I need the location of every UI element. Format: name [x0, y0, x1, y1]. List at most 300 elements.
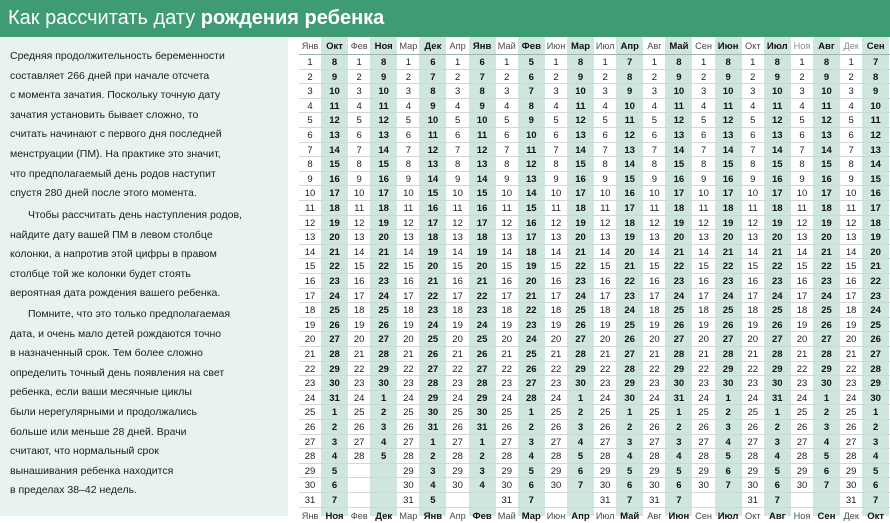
- lmp-date-cell: 20: [796, 334, 808, 346]
- lmp-date-cell: 25: [845, 407, 857, 419]
- lmp-date-cell: 27: [796, 436, 808, 448]
- due-date-cell: 13: [378, 130, 389, 141]
- footer-lmp-month: Июл: [595, 510, 615, 521]
- due-date-cell: 20: [870, 246, 881, 258]
- due-date-cell: 12: [476, 144, 488, 156]
- lmp-date-cell: 21: [304, 349, 316, 360]
- lmp-date-cell: 24: [747, 392, 759, 404]
- due-date-cell: 19: [821, 217, 832, 229]
- due-date-cell: 2: [676, 422, 682, 433]
- lmp-date-cell: 5: [356, 115, 362, 127]
- lmp-date-cell: 11: [846, 203, 857, 214]
- due-date-cell: 26: [476, 349, 488, 360]
- due-date-cell: 2: [823, 407, 830, 419]
- lmp-date-cell: 14: [747, 246, 759, 258]
- lmp-date-cell: 29: [845, 465, 857, 477]
- footer-due-month: Апр: [571, 510, 590, 522]
- due-date-cell: 19: [526, 261, 537, 273]
- due-date-cell: 25: [329, 305, 340, 317]
- due-date-cell: 10: [378, 86, 389, 98]
- due-date-cell: 29: [772, 363, 783, 375]
- page-title: [8, 5, 384, 31]
- lmp-date-cell: 17: [403, 290, 414, 302]
- lmp-date-cell: 17: [649, 290, 660, 302]
- lmp-date-cell: 31: [304, 495, 316, 506]
- due-date-cell: 12: [722, 115, 734, 127]
- lmp-date-cell: 26: [698, 422, 709, 433]
- due-date-cell: 10: [427, 115, 439, 127]
- due-date-cell: 28: [772, 349, 783, 360]
- row-divider: [299, 54, 890, 55]
- due-date-cell: 11: [870, 115, 881, 127]
- due-date-cell: 23: [870, 290, 881, 302]
- due-date-cell: 6: [430, 57, 436, 68]
- lmp-date-cell: 3: [504, 86, 510, 98]
- lmp-date-cell: 16: [747, 276, 759, 287]
- due-date-cell: 4: [627, 451, 633, 463]
- lmp-date-cell: 17: [452, 290, 463, 302]
- due-date-cell: 30: [624, 392, 635, 404]
- due-date-cell: 19: [624, 232, 635, 244]
- due-date-cell: 14: [575, 144, 586, 156]
- footer-due-month: Май: [620, 510, 640, 522]
- lmp-date-cell: 16: [845, 276, 857, 287]
- lmp-date-cell: 20: [304, 334, 316, 346]
- due-date-cell: 1: [331, 407, 338, 419]
- lmp-date-cell: 31: [747, 495, 759, 506]
- header-lmp-month: Окт: [745, 41, 761, 51]
- paragraph-1-line: что предполагаемый день родов наступит: [10, 167, 216, 180]
- lmp-date-cell: 13: [501, 232, 513, 244]
- due-date-cell: 17: [378, 188, 389, 200]
- due-date-cell: 23: [772, 276, 783, 287]
- due-date-cell: 1: [873, 407, 879, 419]
- lmp-date-cell: 27: [698, 436, 709, 448]
- lmp-date-cell: 8: [799, 159, 805, 171]
- due-date-cell: 6: [528, 480, 534, 492]
- due-date-cell: 11: [575, 100, 586, 112]
- due-date-cell: 31: [673, 392, 685, 404]
- lmp-date-cell: 28: [649, 451, 660, 463]
- lmp-date-cell: 4: [504, 100, 510, 112]
- due-date-cell: 28: [427, 378, 439, 390]
- due-date-cell: 27: [624, 349, 635, 360]
- due-date-cell: 3: [381, 422, 387, 433]
- lmp-date-cell: 14: [403, 246, 414, 258]
- due-date-cell: 23: [821, 276, 832, 287]
- lmp-date-cell: 5: [454, 115, 461, 127]
- lmp-date-cell: 29: [747, 465, 759, 477]
- due-date-cell: 16: [526, 217, 537, 229]
- lmp-date-cell: 10: [550, 188, 562, 200]
- lmp-date-cell: 7: [454, 144, 461, 156]
- due-date-cell: 27: [575, 334, 586, 346]
- due-date-cell: 12: [427, 144, 439, 156]
- lmp-date-cell: 18: [796, 305, 808, 317]
- due-date-cell: 6: [873, 480, 879, 492]
- due-date-cell: 31: [476, 422, 488, 433]
- lmp-date-cell: 26: [304, 422, 316, 433]
- lmp-date-cell: 12: [698, 217, 709, 229]
- lmp-date-cell: 4: [356, 100, 362, 112]
- due-date-cell: 18: [575, 203, 586, 214]
- lmp-date-cell: 27: [353, 436, 365, 448]
- due-date-cell: 13: [624, 144, 635, 156]
- lmp-date-cell: 28: [304, 451, 316, 463]
- due-date-cell: 5: [381, 451, 387, 463]
- lmp-date-cell: 27: [403, 436, 414, 448]
- due-date-cell: 25: [526, 349, 537, 360]
- due-date-cell: 2: [774, 422, 780, 433]
- lmp-date-cell: 12: [550, 217, 562, 229]
- lmp-date-cell: 18: [403, 305, 414, 317]
- due-date-cell: 14: [673, 144, 685, 156]
- lmp-date-cell: 4: [651, 100, 658, 112]
- due-date-cell: 1: [676, 407, 682, 419]
- due-date-cell: 30: [329, 378, 340, 390]
- due-date-cell: 30: [378, 378, 389, 390]
- lmp-date-cell: 7: [651, 144, 658, 156]
- due-date-cell: 24: [870, 305, 881, 317]
- paragraph-3-line: в назначенный срок. Тем более сложно: [10, 347, 203, 360]
- due-date-cell: 28: [526, 392, 537, 404]
- due-date-cell: 16: [821, 173, 832, 185]
- lmp-date-cell: 18: [452, 305, 463, 317]
- due-date-cell: 24: [821, 290, 832, 302]
- due-date-cell: 8: [873, 71, 879, 83]
- lmp-date-cell: 3: [553, 86, 559, 98]
- lmp-date-cell: 20: [747, 334, 759, 346]
- lmp-date-cell: 9: [356, 173, 362, 185]
- lmp-date-cell: 20: [845, 334, 857, 346]
- due-date-cell: 3: [873, 436, 879, 448]
- due-date-cell: 22: [624, 276, 635, 287]
- lmp-date-cell: 6: [700, 130, 707, 141]
- due-date-cell: 27: [722, 334, 734, 346]
- due-date-cell: 21: [624, 261, 635, 273]
- lmp-date-cell: 8: [405, 159, 412, 171]
- due-date-cell: 17: [673, 188, 685, 200]
- lmp-date-cell: 16: [796, 276, 808, 287]
- lmp-date-cell: 15: [353, 261, 365, 273]
- paragraph-1-line: спустя 280 дней после этого момента.: [10, 187, 197, 200]
- due-date-cell: 10: [772, 86, 783, 98]
- lmp-date-cell: 24: [403, 392, 414, 404]
- lmp-date-cell: 21: [353, 349, 365, 360]
- lmp-date-cell: 10: [353, 188, 365, 200]
- due-date-cell: 2: [479, 451, 485, 463]
- lmp-date-cell: 31: [649, 495, 660, 506]
- due-date-cell: 18: [870, 217, 881, 229]
- due-date-cell: 21: [772, 246, 783, 258]
- lmp-date-cell: 9: [504, 173, 510, 185]
- footer-lmp-month: Окт: [745, 510, 761, 521]
- lmp-date-cell: 28: [599, 451, 611, 463]
- due-date-cell: 21: [821, 246, 832, 258]
- lmp-date-cell: 5: [651, 115, 658, 127]
- due-date-cell: 17: [624, 203, 635, 214]
- lmp-date-cell: 18: [304, 305, 316, 317]
- lmp-date-cell: 23: [550, 378, 562, 390]
- due-date-cell: 30: [870, 392, 881, 404]
- lmp-date-cell: 13: [550, 232, 562, 244]
- due-date-cell: 22: [673, 261, 685, 273]
- lmp-date-cell: 17: [304, 290, 316, 302]
- lmp-date-cell: 15: [845, 261, 857, 273]
- due-date-cell: 22: [378, 261, 389, 273]
- lmp-date-cell: 24: [304, 392, 316, 404]
- due-date-cell: 7: [528, 86, 534, 98]
- lmp-date-cell: 27: [452, 436, 463, 448]
- due-date-cell: 25: [821, 305, 832, 317]
- due-date-cell: 26: [624, 334, 635, 346]
- due-date-cell: 6: [528, 71, 534, 83]
- due-date-cell: 17: [329, 188, 340, 200]
- lmp-date-cell: 11: [649, 203, 660, 214]
- lmp-date-cell: 10: [845, 188, 857, 200]
- lmp-date-cell: 7: [848, 144, 854, 156]
- due-date-cell: 7: [479, 71, 485, 83]
- lmp-date-cell: 19: [599, 319, 611, 331]
- due-date-cell: 15: [575, 159, 586, 171]
- due-date-cell: 19: [722, 217, 734, 229]
- due-date-cell: 16: [329, 173, 340, 185]
- lmp-date-cell: 3: [750, 86, 756, 98]
- lmp-date-cell: 16: [452, 276, 463, 287]
- paragraph-2-line: столбце той же колонки будет стоять: [10, 267, 191, 280]
- due-date-cell: 4: [430, 480, 436, 492]
- lmp-date-cell: 29: [649, 465, 660, 477]
- due-date-cell: 16: [427, 203, 439, 214]
- lmp-date-cell: 17: [845, 290, 857, 302]
- lmp-date-cell: 12: [845, 217, 857, 229]
- due-date-cell: 21: [722, 246, 734, 258]
- due-date-cell: 8: [725, 57, 731, 68]
- lmp-date-cell: 16: [698, 276, 709, 287]
- due-date-cell: 24: [476, 319, 488, 331]
- due-date-cell: 9: [774, 71, 780, 83]
- title-bar: [0, 0, 890, 37]
- lmp-date-cell: 28: [452, 451, 463, 463]
- lmp-date-cell: 26: [353, 422, 365, 433]
- lmp-date-cell: 5: [504, 115, 510, 127]
- due-date-cell: 23: [673, 276, 685, 287]
- lmp-date-cell: 27: [501, 436, 513, 448]
- lmp-date-cell: 25: [452, 407, 463, 419]
- paragraph-3-line: в пределах 38–42 недель.: [10, 484, 138, 497]
- due-date-cell: 2: [873, 422, 879, 433]
- lmp-date-cell: 19: [452, 319, 463, 331]
- lmp-date-cell: 30: [550, 480, 562, 492]
- lmp-date-cell: 21: [550, 349, 562, 360]
- due-date-cell: 13: [821, 130, 832, 141]
- lmp-date-cell: 27: [649, 436, 660, 448]
- lmp-date-cell: 11: [354, 203, 365, 214]
- lmp-date-cell: 13: [747, 232, 759, 244]
- due-date-cell: 19: [476, 246, 488, 258]
- due-date-cell: 5: [676, 465, 682, 477]
- due-date-cell: 28: [722, 349, 734, 360]
- due-date-cell: 23: [575, 276, 586, 287]
- due-date-cell: 24: [772, 290, 783, 302]
- due-date-cell: 24: [329, 290, 340, 302]
- lmp-date-cell: 1: [848, 57, 854, 68]
- lmp-date-cell: 28: [796, 451, 808, 463]
- lmp-date-cell: 5: [700, 115, 707, 127]
- lmp-date-cell: 3: [454, 86, 461, 98]
- lmp-date-cell: 24: [452, 392, 463, 404]
- lmp-date-cell: 26: [649, 422, 660, 433]
- lmp-date-cell: 30: [599, 480, 611, 492]
- header-lmp-month: Ноя: [793, 41, 811, 51]
- lmp-date-cell: 9: [700, 173, 707, 185]
- lmp-date-cell: 18: [353, 305, 365, 317]
- lmp-date-cell: 19: [698, 319, 709, 331]
- due-date-cell: 5: [528, 57, 534, 68]
- due-date-cell: 19: [427, 246, 439, 258]
- due-date-cell: 15: [378, 159, 389, 171]
- lmp-date-cell: 16: [304, 276, 316, 287]
- lmp-date-cell: 8: [356, 159, 362, 171]
- lmp-date-cell: 20: [353, 334, 365, 346]
- due-date-cell: 15: [722, 159, 734, 171]
- lmp-date-cell: 10: [501, 188, 513, 200]
- lmp-date-cell: 20: [698, 334, 709, 346]
- due-date-cell: 9: [873, 86, 879, 98]
- lmp-date-cell: 5: [405, 115, 412, 127]
- due-date-cell: 9: [430, 100, 436, 112]
- footer-lmp-month: Авг: [647, 510, 662, 521]
- lmp-date-cell: 16: [501, 276, 513, 287]
- lmp-date-cell: 18: [845, 305, 857, 317]
- due-date-cell: 27: [821, 334, 832, 346]
- due-date-cell: 23: [476, 305, 488, 317]
- lmp-date-cell: 2: [602, 71, 608, 83]
- due-date-cell: 9: [676, 71, 682, 83]
- due-date-cell: 20: [575, 232, 586, 244]
- lmp-date-cell: 30: [747, 480, 759, 492]
- lmp-date-cell: 25: [550, 407, 562, 419]
- lmp-date-cell: 1: [454, 57, 461, 68]
- due-date-cell: 18: [378, 203, 389, 214]
- lmp-date-cell: 25: [353, 407, 365, 419]
- due-date-cell: 1: [774, 407, 780, 419]
- header-due-month: Янв: [472, 41, 492, 52]
- header-due-month: Ноя: [374, 41, 393, 52]
- lmp-date-cell: 28: [353, 451, 365, 463]
- due-date-cell: 5: [528, 465, 534, 477]
- paragraph-3-line: определить точный день появления на свет: [10, 366, 225, 379]
- due-date-cell: 8: [676, 57, 682, 68]
- due-date-cell: 21: [378, 246, 389, 258]
- lmp-date-cell: 29: [550, 465, 562, 477]
- lmp-date-cell: 13: [452, 232, 463, 244]
- footer-due-month: Фев: [472, 510, 492, 522]
- due-date-cell: 22: [329, 261, 340, 273]
- due-date-cell: 31: [772, 392, 783, 404]
- due-date-cell: 28: [575, 349, 586, 360]
- due-date-cell: 25: [427, 334, 439, 346]
- lmp-date-cell: 6: [356, 130, 362, 141]
- due-date-cell: 15: [673, 159, 685, 171]
- lmp-date-cell: 18: [747, 305, 759, 317]
- lmp-date-cell: 14: [599, 246, 611, 258]
- lmp-date-cell: 21: [599, 349, 611, 360]
- lmp-date-cell: 29: [304, 465, 316, 477]
- lmp-date-cell: 13: [304, 232, 316, 244]
- lmp-date-cell: 10: [698, 188, 709, 200]
- lmp-date-cell: 21: [501, 349, 513, 360]
- footer-due-month: Янв: [423, 510, 443, 522]
- paragraph-1-line: составляет 266 дней при начале отсчета: [10, 69, 210, 82]
- header-lmp-month: Фев: [350, 41, 368, 51]
- due-date-cell: 4: [528, 451, 534, 463]
- due-date-cell: 19: [329, 217, 340, 229]
- due-date-cell: 5: [577, 451, 584, 463]
- due-date-cell: 5: [430, 495, 436, 506]
- due-date-cell: 4: [381, 436, 387, 448]
- header-due-month: Авг: [818, 41, 835, 52]
- lmp-date-cell: 15: [698, 261, 709, 273]
- footer-lmp-month: Ноя: [793, 510, 811, 521]
- lmp-date-cell: 24: [698, 392, 709, 404]
- lmp-date-cell: 16: [403, 276, 414, 287]
- lmp-date-cell: 13: [599, 232, 611, 244]
- lmp-date-cell: 6: [651, 130, 658, 141]
- lmp-date-cell: 10: [403, 188, 414, 200]
- due-date-cell: 26: [772, 319, 783, 331]
- due-date-cell: 20: [821, 232, 832, 244]
- due-date-cell: 31: [427, 422, 439, 433]
- due-date-cell: 29: [673, 363, 685, 375]
- lmp-date-cell: 19: [649, 319, 660, 331]
- header-due-month: Июл: [766, 41, 788, 52]
- lmp-date-cell: 22: [845, 363, 857, 375]
- lmp-date-cell: 10: [649, 188, 660, 200]
- due-date-cell: 28: [378, 349, 389, 360]
- lmp-date-cell: 8: [602, 159, 608, 171]
- due-date-cell: 14: [476, 173, 488, 185]
- lmp-date-cell: 24: [649, 392, 660, 404]
- lmp-date-cell: 16: [649, 276, 660, 287]
- due-date-cell: 1: [823, 392, 830, 404]
- due-date-cell: 21: [673, 246, 685, 258]
- lmp-date-cell: 20: [501, 334, 513, 346]
- lmp-date-cell: 14: [353, 246, 365, 258]
- lmp-date-cell: 31: [501, 495, 513, 506]
- lmp-date-cell: 5: [799, 115, 805, 127]
- lmp-date-cell: 29: [599, 465, 611, 477]
- due-date-cell: 3: [331, 436, 338, 448]
- paragraph-3-line: вынашивания ребенка находится: [10, 464, 174, 477]
- lmp-date-cell: 22: [796, 363, 808, 375]
- lmp-date-cell: 14: [698, 246, 709, 258]
- due-date-cell: 20: [378, 232, 389, 244]
- due-date-cell: 6: [823, 465, 830, 477]
- lmp-date-cell: 3: [356, 86, 362, 98]
- due-date-cell: 7: [774, 495, 780, 506]
- lmp-date-cell: 1: [356, 57, 362, 68]
- lmp-date-cell: 22: [304, 363, 316, 375]
- due-date-cell: 1: [577, 392, 584, 404]
- due-date-cell: 10: [673, 86, 685, 98]
- due-date-cell: 26: [329, 319, 340, 331]
- due-date-cell: 5: [725, 451, 731, 463]
- paragraph-1-line: зачатия установить бывает сложно, то: [10, 108, 199, 121]
- due-date-cell: 4: [479, 480, 485, 492]
- due-date-cell: 14: [722, 144, 734, 156]
- lmp-date-cell: 6: [848, 130, 854, 141]
